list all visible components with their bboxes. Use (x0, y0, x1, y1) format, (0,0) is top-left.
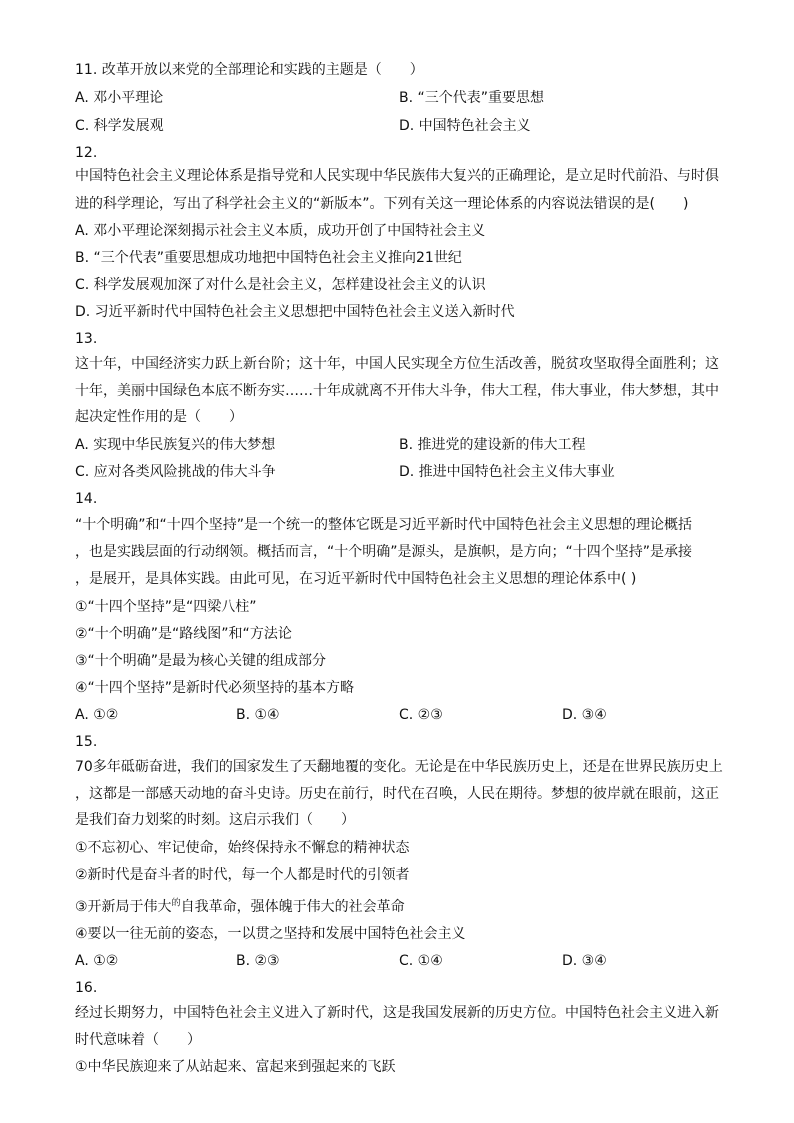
q16-stem-line-1: 经过长期努力，中国特色社会主义进入了新时代，这是我国发展新的历史方位。中国特色社会主义进入新 (75, 1005, 719, 1021)
q14-item-3: ③“十个明确”是最为核心关键的组成部分 (75, 653, 327, 669)
q15-option-d: D. ③④ (562, 953, 607, 969)
q15-stem-line-1: 70多年砥砺奋进，我们的国家发生了天翻地覆的变化。无论是在中华民族历史上，还是在世界民族历史上 (75, 759, 723, 775)
q12-stem-line-1: 中国特色社会主义理论体系是指导党和人民实现中华民族伟大复兴的正确理论，是立足时代前沿、与时俱 (75, 168, 719, 184)
q12-stem-line-2: 进的科学理论，写出了科学社会主义的“新版本”。下列有关这一理论体系的内容说法错误的是( ) (75, 196, 689, 212)
q11-option-c: C. 科学发展观 (75, 118, 164, 134)
q14-item-4: ④“十四个坚持”是新时代必须坚持的基本方略 (75, 680, 355, 696)
q13-option-b: B. 推进党的建设新的伟大工程 (399, 437, 586, 453)
q14-item-1: ①“十四个坚持”是“四梁八柱” (75, 599, 257, 615)
q16-item-1: ①中华民族迎来了从站起来、富起来到强起来的飞跃 (75, 1059, 396, 1075)
q12-option-c: C. 科学发展观加深了对什么是社会主义，怎样建设社会主义的认识 (75, 277, 486, 293)
q15-item-4: ④要以一往无前的姿态，一以贯之坚持和发展中国特色社会主义 (75, 926, 466, 942)
q15-stem-line-2: ，这都是一部感天动地的奋斗史诗。历史在前行，时代在召唤，人民在期待。梦想的彼岸就在眼前，这正 (75, 786, 719, 802)
q11-option-d: D. 中国特色社会主义 (399, 118, 531, 134)
q13-number: 13. (75, 331, 98, 347)
q14-item-2: ②“十个明确”是“路线图”和“方法论 (75, 626, 292, 642)
q13-option-a: A. 实现中华民族复兴的伟大梦想 (75, 437, 276, 453)
q13-option-d: D. 推进中国特色社会主义伟大事业 (399, 464, 615, 480)
q12-option-d: D. 习近平新时代中国特色社会主义思想把中国特色社会主义送入新时代 (75, 304, 515, 320)
q14-stem-line-1: “十个明确”和“十四个坚持”是一个统一的整体它既是习近平新时代中国特色社会主义思想的理论概括 (75, 517, 693, 533)
q13-option-c: C. 应对各类风险挑战的伟大斗争 (75, 464, 276, 480)
q12-option-b: B. “三个代表”重要思想成功地把中国特色社会主义推向21世纪 (75, 250, 462, 266)
q11-option-a: A. 邓小平理论 (75, 90, 164, 106)
q13-stem-line-1: 这十年，中国经济实力跃上新台阶；这十年，中国人民实现全方位生活改善，脱贫攻坚取得全面胜利；这 (75, 356, 719, 372)
q14-option-b: B. ①④ (236, 707, 280, 723)
q15-stem-line-3: 是我们奋力划桨的时刻。这启示我们（ ） (75, 812, 355, 828)
q13-stem-line-2: 十年，美丽中国绿色本底不断夯实……十年成就离不开伟大斗争，伟大工程，伟大事业，伟大梦想，其中 (75, 383, 719, 399)
q11-stem: 11. 改革开放以来党的全部理论和实践的主题是（ ） (75, 62, 424, 78)
q15-item-3 (75, 898, 405, 916)
q15-item-2: ②新时代是奋斗者的时代，每一个人都是时代的引领者 (75, 867, 410, 883)
q15-option-c: C. ①④ (399, 953, 443, 969)
q15-option-a: A. ①② (75, 953, 119, 969)
q14-option-a: A. ①② (75, 707, 119, 723)
q15-number: 15. (75, 734, 98, 750)
q15-item-1: ①不忘初心、牢记使命，始终保持永不懈怠的精神状态 (75, 840, 410, 856)
q14-option-d: D. ③④ (562, 707, 607, 723)
q13-stem-line-3: 起决定性作用的是（ ） (75, 409, 243, 425)
q12-option-a: A. 邓小平理论深刻揭示社会主义本质，成功开创了中国特社会主义 (75, 223, 486, 239)
q16-number: 16. (75, 980, 98, 996)
q16-stem-line-2: 时代意味着（ ） (75, 1032, 201, 1048)
q14-stem-line-2: ，也是实践层面的行动纲领。概括而言，“十个明确”是源头，是旗帜，是方向；“十四个坚持”是承接 (75, 544, 693, 560)
q14-number: 14. (75, 491, 98, 507)
q15-item-3-sup: 的 (171, 898, 181, 909)
q11-option-b: B. “三个代表”重要思想 (399, 90, 545, 106)
q14-option-c: C. ②③ (399, 707, 443, 723)
q15-item-3-before: ③开新局于伟大 (75, 899, 172, 915)
q15-item-3-after: 自我革命，强体魄于伟大的社会革命 (180, 899, 405, 915)
q15-option-b: B. ②③ (236, 953, 280, 969)
q14-stem-line-3: ，是展开，是具体实践。由此可见，在习近平新时代中国特色社会主义思想的理论体系中( ) (75, 571, 637, 587)
q12-number: 12. (75, 145, 98, 161)
